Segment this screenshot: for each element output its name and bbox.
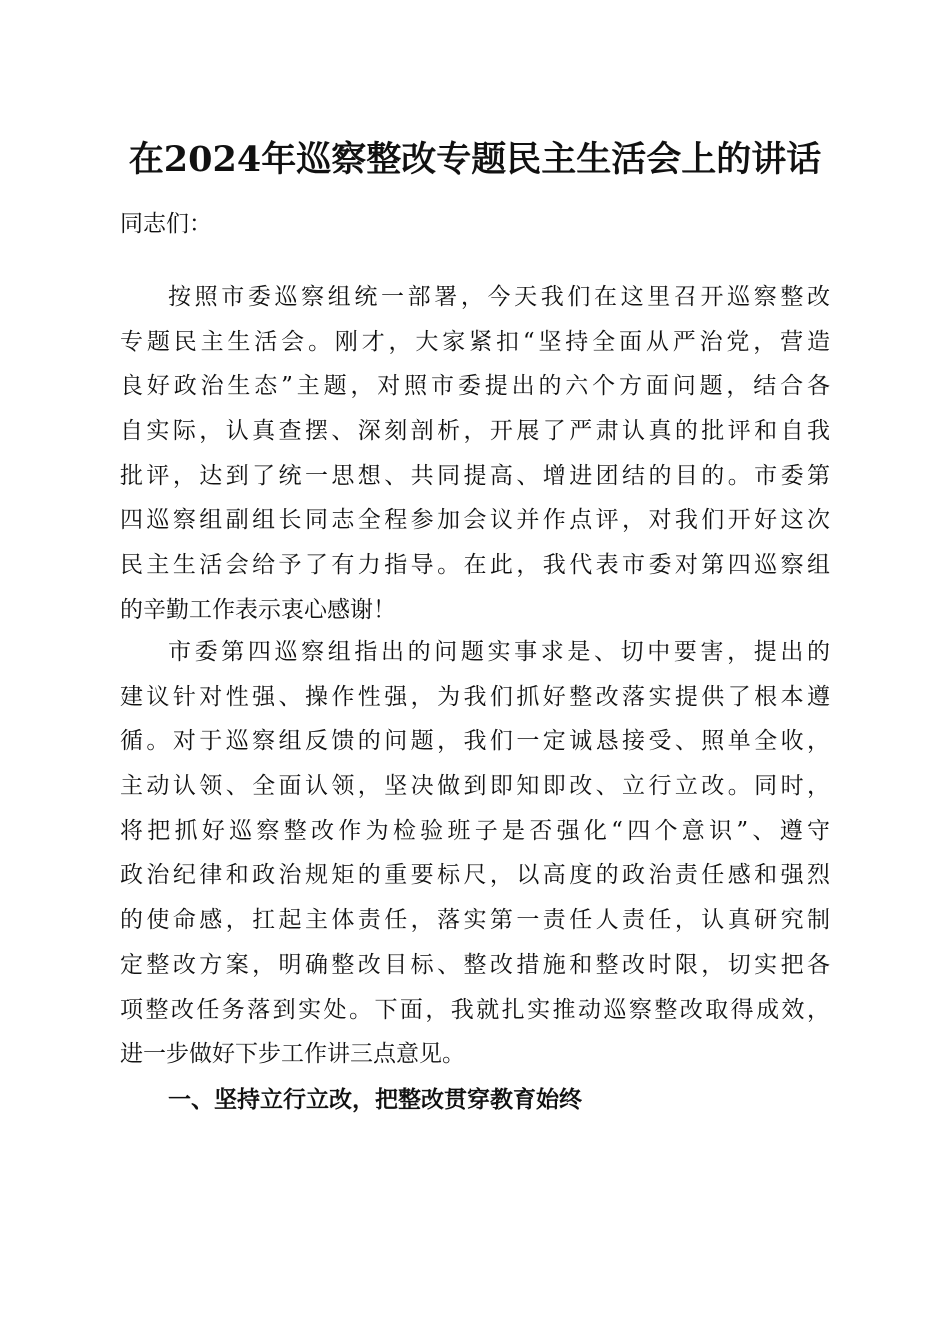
- paragraph-line: 市委第四巡察组指出的问题实事求是、切中要害，提出的: [168, 639, 830, 665]
- paragraph-line: 项整改任务落到实处。下面，我就扎实推动巡察整改取得成效，: [120, 996, 830, 1023]
- paragraph-1: [120, 275, 830, 633]
- paragraph-line: 循。对于巡察组反馈的问题，我们一定诚恳接受、照单全收，: [120, 728, 830, 755]
- document-title: 在2024年巡察整改专题民主生活会上的讲话: [128, 139, 822, 180]
- paragraph-line: 将把抓好巡察整改作为检验班子是否强化“四个意识”、遵守: [120, 817, 830, 844]
- paragraph-line: 四巡察组副组长同志全程参加会议并作点评，对我们开好这次: [120, 507, 830, 534]
- paragraph-line: 建议针对性强、操作性强，为我们抓好整改落实提供了根本遵: [120, 683, 830, 710]
- paragraph-line: 良好政治生态”主题，对照市委提出的六个方面问题，结合各: [120, 373, 830, 400]
- paragraph-line: 批评，达到了统一思想、共同提高、增进团结的目的。市委第: [120, 462, 830, 489]
- paragraph-line: 专题民主生活会。刚才，大家紧扣“坚持全面从严治党，营造: [120, 328, 830, 355]
- paragraph-2: [120, 630, 830, 1077]
- paragraph-line: 按照市委巡察组统一部署，今天我们在这里召开巡察整改: [168, 284, 830, 310]
- paragraph-line: 自实际，认真查摆、深刻剖析，开展了严肃认真的批评和自我: [120, 418, 830, 445]
- salutation: 同志们：: [120, 211, 212, 237]
- paragraph-line: 进一步做好下步工作讲三点意见。: [120, 1041, 465, 1068]
- section-heading-1: 一、坚持立行立改，把整改贯穿教育始终: [168, 1087, 582, 1113]
- paragraph-line: 民主生活会给予了有力指导。在此，我代表市委对第四巡察组: [120, 552, 830, 579]
- paragraph-line: 的辛勤工作表示衷心感谢！: [120, 596, 396, 623]
- paragraph-line: 政治纪律和政治规矩的重要标尺，以高度的政治责任感和强烈: [120, 862, 830, 889]
- paragraph-line: 主动认领、全面认领，坚决做到即知即改、立行立改。同时，: [120, 773, 830, 800]
- paragraph-line: 定整改方案，明确整改目标、整改措施和整改时限，切实把各: [120, 951, 830, 978]
- paragraph-line: 的使命感，扛起主体责任，落实第一责任人责任，认真研究制: [120, 907, 830, 934]
